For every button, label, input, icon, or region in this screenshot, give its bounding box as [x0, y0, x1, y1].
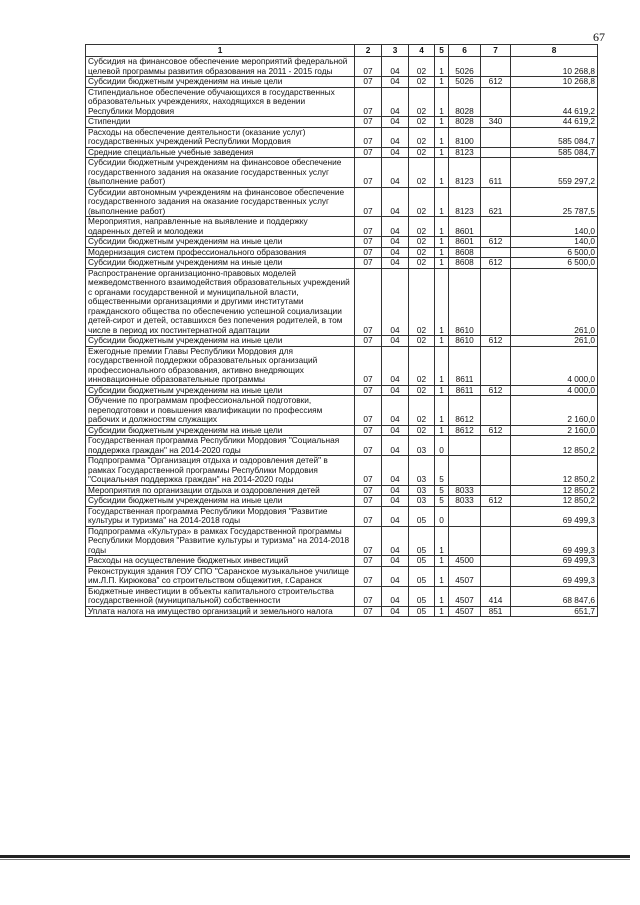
- row-code-cell: [481, 217, 511, 237]
- row-code-cell: [481, 247, 511, 258]
- row-code-cell: 07: [355, 217, 382, 237]
- row-code-cell: 05: [409, 506, 435, 526]
- row-name-cell: Субсидии бюджетным учреждениям на иные цели: [86, 77, 355, 88]
- row-code-cell: 5026: [449, 57, 481, 77]
- table-row: [86, 77, 598, 88]
- row-code-cell: 5: [435, 456, 449, 486]
- row-code-cell: [481, 87, 511, 117]
- column-header-1: 1: [86, 45, 355, 57]
- table-row: [86, 346, 598, 385]
- row-code-cell: 8612: [449, 396, 481, 426]
- row-code-cell: 07: [355, 526, 382, 556]
- row-name-cell: Ежегодные премии Главы Республики Мордовия для государственной поддержки образовательных организаций профессионального образования, активно внедряющих инновационные образовательные программы: [86, 346, 355, 385]
- row-code-cell: 8033: [449, 496, 481, 507]
- row-code-cell: [449, 526, 481, 556]
- row-code-cell: [481, 436, 511, 456]
- row-code-cell: 02: [409, 247, 435, 258]
- table-body: [86, 57, 598, 617]
- row-code-cell: 02: [409, 346, 435, 385]
- row-code-cell: 07: [355, 396, 382, 426]
- row-code-cell: 04: [382, 425, 409, 436]
- row-code-cell: 1: [435, 147, 449, 158]
- row-code-cell: [481, 57, 511, 77]
- row-code-cell: 07: [355, 506, 382, 526]
- row-code-cell: 04: [382, 436, 409, 456]
- row-code-cell: 03: [409, 496, 435, 507]
- table-row: [86, 425, 598, 436]
- row-code-cell: [481, 456, 511, 486]
- row-code-cell: 4507: [449, 606, 481, 617]
- row-name-cell: Субсидии бюджетным учреждениям на иные цели: [86, 496, 355, 507]
- row-code-cell: 1: [435, 127, 449, 147]
- row-code-cell: 1: [435, 606, 449, 617]
- row-name-cell: Государственная программа Республики Мордовия "Развитие культуры и туризма" на 2014-2018 годы: [86, 506, 355, 526]
- row-code-cell: 07: [355, 566, 382, 586]
- row-code-cell: 1: [435, 87, 449, 117]
- row-amount-cell: 2 160,0: [511, 396, 598, 426]
- budget-table: [85, 44, 598, 617]
- row-amount-cell: 12 850,2: [511, 485, 598, 496]
- row-name-cell: Субсидия на финансовое обеспечение мероприятий федеральной целевой программы развития образования на 2011 - 2015 годы: [86, 57, 355, 77]
- row-name-cell: Подпрограмма "Организация отдыха и оздоровления детей" в рамках Государственной программы Республики Мордовия "Социальная поддержка граждан" на 2014-2020 годы: [86, 456, 355, 486]
- row-name-cell: Распространение организационно-правовых моделей межведомственного взаимодействия образовательных учреждений с органами государственной и муниципальной власти, общественными организациями и другими институтами гражданского общества по обеспечению успешной социализации детей-сирот и детей, оставшихся без попечения родителей, в том числе в период их постинтернатной адаптации: [86, 268, 355, 336]
- row-name-cell: Стипендии: [86, 117, 355, 128]
- row-code-cell: [481, 346, 511, 385]
- row-code-cell: 07: [355, 87, 382, 117]
- row-amount-cell: 44 619,2: [511, 117, 598, 128]
- row-code-cell: 05: [409, 556, 435, 567]
- row-name-cell: Мероприятия, направленные на выявление и поддержку одаренных детей и молодежи: [86, 217, 355, 237]
- row-code-cell: [449, 456, 481, 486]
- row-code-cell: 02: [409, 237, 435, 248]
- row-code-cell: 612: [481, 385, 511, 396]
- row-amount-cell: 69 499,3: [511, 506, 598, 526]
- row-code-cell: 02: [409, 336, 435, 347]
- row-code-cell: 1: [435, 217, 449, 237]
- row-code-cell: 1: [435, 77, 449, 88]
- row-code-cell: [481, 526, 511, 556]
- row-name-cell: Государственная программа Республики Мордовия "Социальная поддержка граждан" на 2014-2020 годы: [86, 436, 355, 456]
- row-name-cell: Субсидии бюджетным учреждениям на иные цели: [86, 237, 355, 248]
- row-code-cell: 04: [382, 336, 409, 347]
- table-row: [86, 57, 598, 77]
- row-amount-cell: 261,0: [511, 336, 598, 347]
- row-code-cell: 1: [435, 566, 449, 586]
- row-code-cell: 8608: [449, 258, 481, 269]
- table-row: [86, 456, 598, 486]
- row-amount-cell: 12 850,2: [511, 436, 598, 456]
- row-code-cell: 612: [481, 425, 511, 436]
- row-code-cell: 02: [409, 87, 435, 117]
- row-code-cell: 07: [355, 425, 382, 436]
- table-row: [86, 268, 598, 336]
- row-amount-cell: 651,7: [511, 606, 598, 617]
- row-code-cell: 0: [435, 506, 449, 526]
- row-name-cell: Модернизация систем профессионального образования: [86, 247, 355, 258]
- row-code-cell: 02: [409, 425, 435, 436]
- row-code-cell: 8100: [449, 127, 481, 147]
- row-code-cell: 02: [409, 258, 435, 269]
- row-code-cell: 04: [382, 57, 409, 77]
- table-row: [86, 147, 598, 158]
- row-code-cell: 04: [382, 217, 409, 237]
- row-code-cell: 07: [355, 237, 382, 248]
- row-code-cell: 04: [382, 117, 409, 128]
- row-code-cell: 07: [355, 456, 382, 486]
- table-row: [86, 496, 598, 507]
- row-amount-cell: 44 619,2: [511, 87, 598, 117]
- table-row: [86, 258, 598, 269]
- row-code-cell: 1: [435, 187, 449, 217]
- row-code-cell: 04: [382, 258, 409, 269]
- row-code-cell: 07: [355, 336, 382, 347]
- row-amount-cell: 6 500,0: [511, 258, 598, 269]
- row-code-cell: 8610: [449, 268, 481, 336]
- row-code-cell: 04: [382, 566, 409, 586]
- row-code-cell: 5: [435, 496, 449, 507]
- row-code-cell: 07: [355, 187, 382, 217]
- row-code-cell: 1: [435, 396, 449, 426]
- row-amount-cell: 69 499,3: [511, 526, 598, 556]
- row-code-cell: 1: [435, 385, 449, 396]
- row-code-cell: 07: [355, 436, 382, 456]
- row-code-cell: 02: [409, 158, 435, 188]
- row-code-cell: 612: [481, 258, 511, 269]
- row-name-cell: Мероприятия по организации отдыха и оздоровления детей: [86, 485, 355, 496]
- row-code-cell: 07: [355, 77, 382, 88]
- row-code-cell: 02: [409, 147, 435, 158]
- row-amount-cell: 69 499,3: [511, 556, 598, 567]
- row-code-cell: 07: [355, 57, 382, 77]
- row-code-cell: 04: [382, 606, 409, 617]
- table-row: [86, 586, 598, 606]
- row-amount-cell: 4 000,0: [511, 346, 598, 385]
- row-code-cell: [481, 147, 511, 158]
- table-row: [86, 526, 598, 556]
- row-code-cell: 04: [382, 158, 409, 188]
- row-code-cell: 8611: [449, 346, 481, 385]
- row-code-cell: 1: [435, 258, 449, 269]
- row-amount-cell: 4 000,0: [511, 385, 598, 396]
- row-code-cell: 1: [435, 346, 449, 385]
- row-code-cell: 4507: [449, 586, 481, 606]
- row-code-cell: 1: [435, 425, 449, 436]
- bottom-rule-thin: [0, 859, 630, 860]
- row-name-cell: Реконструкция здания ГОУ СПО "Саранское музыкальное училище им.Л.П. Кирюкова" со строительством общежития, г.Саранск: [86, 566, 355, 586]
- row-amount-cell: 25 787,5: [511, 187, 598, 217]
- row-amount-cell: 10 268,8: [511, 77, 598, 88]
- row-code-cell: 1: [435, 247, 449, 258]
- row-name-cell: Подпрограмма «Культура» в рамках Государственной программы Республики Мордовия "Развитие культуры и туризма" на 2014-2018 годы: [86, 526, 355, 556]
- table-row: [86, 127, 598, 147]
- row-code-cell: 8608: [449, 247, 481, 258]
- row-code-cell: 04: [382, 187, 409, 217]
- row-code-cell: 611: [481, 158, 511, 188]
- row-code-cell: 02: [409, 117, 435, 128]
- row-code-cell: 07: [355, 117, 382, 128]
- row-code-cell: 1: [435, 336, 449, 347]
- row-code-cell: 04: [382, 456, 409, 486]
- row-code-cell: 8028: [449, 117, 481, 128]
- row-code-cell: 04: [382, 247, 409, 258]
- row-code-cell: 07: [355, 247, 382, 258]
- row-code-cell: 0: [435, 436, 449, 456]
- row-code-cell: 04: [382, 385, 409, 396]
- row-amount-cell: 68 847,6: [511, 586, 598, 606]
- table-row: [86, 436, 598, 456]
- row-name-cell: Бюджетные инвестиции в объекты капитального строительства государственной (муниципальной) собственности: [86, 586, 355, 606]
- row-code-cell: 612: [481, 237, 511, 248]
- row-code-cell: 03: [409, 456, 435, 486]
- row-code-cell: 02: [409, 396, 435, 426]
- row-code-cell: 5: [435, 485, 449, 496]
- row-code-cell: 04: [382, 147, 409, 158]
- row-code-cell: 04: [382, 87, 409, 117]
- row-code-cell: [449, 506, 481, 526]
- row-code-cell: 07: [355, 385, 382, 396]
- row-code-cell: 07: [355, 586, 382, 606]
- row-code-cell: 1: [435, 117, 449, 128]
- row-name-cell: Обучение по программам профессиональной подготовки, переподготовки и повышения квалификации по профессиям рабочих и должностям служащих: [86, 396, 355, 426]
- row-amount-cell: 10 268,8: [511, 57, 598, 77]
- row-code-cell: 05: [409, 566, 435, 586]
- row-amount-cell: 559 297,2: [511, 158, 598, 188]
- row-code-cell: 8612: [449, 425, 481, 436]
- table-row: [86, 556, 598, 567]
- row-code-cell: 05: [409, 526, 435, 556]
- row-code-cell: 04: [382, 237, 409, 248]
- row-code-cell: 1: [435, 237, 449, 248]
- row-name-cell: Расходы на обеспечение деятельности (оказание услуг) государственных учреждений Республики Мордовия: [86, 127, 355, 147]
- column-header-7: 7: [481, 45, 511, 57]
- row-code-cell: 02: [409, 187, 435, 217]
- row-code-cell: 612: [481, 336, 511, 347]
- row-amount-cell: 585 084,7: [511, 147, 598, 158]
- row-code-cell: 8610: [449, 336, 481, 347]
- row-code-cell: 414: [481, 586, 511, 606]
- row-code-cell: 04: [382, 526, 409, 556]
- table-row: [86, 566, 598, 586]
- table-row: [86, 87, 598, 117]
- bottom-rule: [0, 855, 630, 858]
- row-name-cell: Субсидии бюджетным учреждениям на иные цели: [86, 425, 355, 436]
- row-code-cell: 07: [355, 496, 382, 507]
- row-code-cell: 02: [409, 385, 435, 396]
- table-row: [86, 158, 598, 188]
- row-code-cell: 1: [435, 158, 449, 188]
- row-code-cell: 340: [481, 117, 511, 128]
- row-code-cell: [481, 556, 511, 567]
- row-name-cell: Субсидии бюджетным учреждениям на финансовое обеспечение государственного задания на оказание государственных услуг (выполнение работ): [86, 158, 355, 188]
- row-code-cell: 02: [409, 57, 435, 77]
- row-code-cell: 1: [435, 268, 449, 336]
- column-header-5: 5: [435, 45, 449, 57]
- row-code-cell: 851: [481, 606, 511, 617]
- page-number: 67: [593, 30, 605, 44]
- row-code-cell: 1: [435, 526, 449, 556]
- row-code-cell: [449, 436, 481, 456]
- table-row: [86, 237, 598, 248]
- row-amount-cell: 261,0: [511, 268, 598, 336]
- table-row: [86, 606, 598, 617]
- column-header-2: 2: [355, 45, 382, 57]
- row-code-cell: 07: [355, 258, 382, 269]
- column-header-6: 6: [449, 45, 481, 57]
- row-name-cell: Средние специальные учебные заведения: [86, 147, 355, 158]
- row-code-cell: 07: [355, 268, 382, 336]
- table-header-row: [86, 45, 598, 57]
- table-row: [86, 336, 598, 347]
- row-name-cell: Субсидии бюджетным учреждениям на иные цели: [86, 336, 355, 347]
- row-code-cell: 8123: [449, 158, 481, 188]
- row-code-cell: 8601: [449, 217, 481, 237]
- row-amount-cell: 69 499,3: [511, 566, 598, 586]
- row-code-cell: 1: [435, 586, 449, 606]
- table-row: [86, 117, 598, 128]
- row-code-cell: 07: [355, 485, 382, 496]
- row-code-cell: 07: [355, 158, 382, 188]
- row-code-cell: 04: [382, 556, 409, 567]
- row-code-cell: 04: [382, 268, 409, 336]
- row-code-cell: 07: [355, 127, 382, 147]
- column-header-8: 8: [511, 45, 598, 57]
- row-name-cell: Субсидии бюджетным учреждениям на иные цели: [86, 258, 355, 269]
- row-name-cell: Расходы на осуществление бюджетных инвестиций: [86, 556, 355, 567]
- row-code-cell: [481, 268, 511, 336]
- table-row: [86, 396, 598, 426]
- row-code-cell: 03: [409, 485, 435, 496]
- row-code-cell: 04: [382, 77, 409, 88]
- row-name-cell: Уплата налога на имущество организаций и земельного налога: [86, 606, 355, 617]
- row-name-cell: Субсидии автономным учреждениям на финансовое обеспечение государственного задания на оказание государственных услуг (выполнение работ): [86, 187, 355, 217]
- row-code-cell: 612: [481, 496, 511, 507]
- row-code-cell: 04: [382, 485, 409, 496]
- row-code-cell: 02: [409, 127, 435, 147]
- row-code-cell: [481, 566, 511, 586]
- row-code-cell: [481, 485, 511, 496]
- row-amount-cell: 140,0: [511, 237, 598, 248]
- column-header-3: 3: [382, 45, 409, 57]
- row-code-cell: 1: [435, 556, 449, 567]
- row-amount-cell: 140,0: [511, 217, 598, 237]
- table-row: [86, 217, 598, 237]
- row-code-cell: 04: [382, 506, 409, 526]
- row-code-cell: 8028: [449, 87, 481, 117]
- row-amount-cell: 12 850,2: [511, 456, 598, 486]
- row-code-cell: 04: [382, 127, 409, 147]
- row-code-cell: 04: [382, 586, 409, 606]
- row-code-cell: 03: [409, 436, 435, 456]
- column-header-4: 4: [409, 45, 435, 57]
- row-code-cell: [481, 506, 511, 526]
- row-code-cell: 04: [382, 396, 409, 426]
- row-code-cell: 8611: [449, 385, 481, 396]
- table-row: [86, 485, 598, 496]
- row-code-cell: 8033: [449, 485, 481, 496]
- row-amount-cell: 585 084,7: [511, 127, 598, 147]
- row-code-cell: 02: [409, 268, 435, 336]
- row-code-cell: 4507: [449, 566, 481, 586]
- row-amount-cell: 12 850,2: [511, 496, 598, 507]
- row-code-cell: 04: [382, 496, 409, 507]
- row-code-cell: 07: [355, 147, 382, 158]
- row-code-cell: 8123: [449, 147, 481, 158]
- row-code-cell: 02: [409, 217, 435, 237]
- row-code-cell: 8123: [449, 187, 481, 217]
- row-amount-cell: 6 500,0: [511, 247, 598, 258]
- table-row: [86, 247, 598, 258]
- row-code-cell: 1: [435, 57, 449, 77]
- row-code-cell: [481, 127, 511, 147]
- row-code-cell: 07: [355, 556, 382, 567]
- row-code-cell: [481, 396, 511, 426]
- row-code-cell: 8601: [449, 237, 481, 248]
- row-code-cell: 4500: [449, 556, 481, 567]
- table-row: [86, 187, 598, 217]
- row-code-cell: 612: [481, 77, 511, 88]
- row-code-cell: 5026: [449, 77, 481, 88]
- row-name-cell: Стипендиальное обеспечение обучающихся в государственных образовательных учреждениях, находящихся в ведении Республики Мордовия: [86, 87, 355, 117]
- row-code-cell: 07: [355, 346, 382, 385]
- row-code-cell: 04: [382, 346, 409, 385]
- row-amount-cell: 2 160,0: [511, 425, 598, 436]
- row-code-cell: 02: [409, 77, 435, 88]
- table-row: [86, 385, 598, 396]
- table-row: [86, 506, 598, 526]
- row-code-cell: 05: [409, 606, 435, 617]
- row-code-cell: 07: [355, 606, 382, 617]
- row-name-cell: Субсидии бюджетным учреждениям на иные цели: [86, 385, 355, 396]
- row-code-cell: 621: [481, 187, 511, 217]
- row-code-cell: 05: [409, 586, 435, 606]
